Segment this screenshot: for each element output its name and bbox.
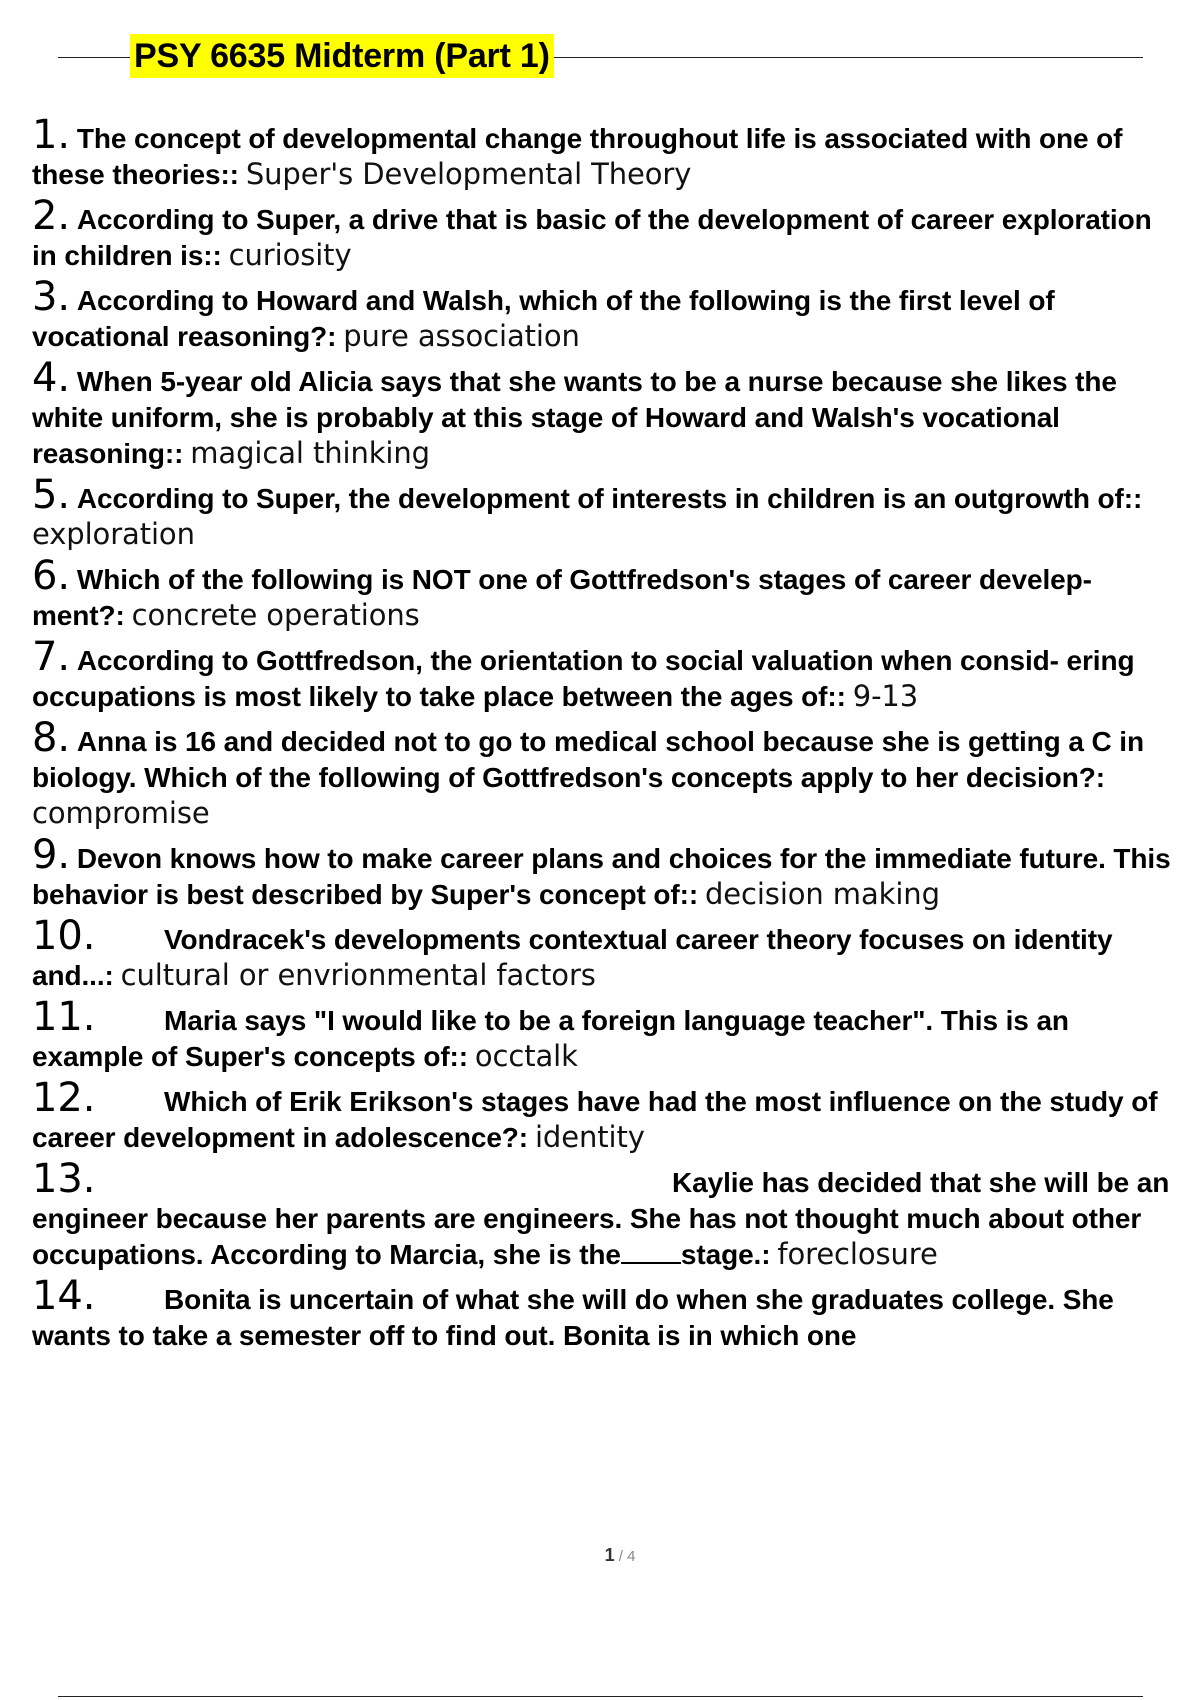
- question-item: [32, 1156, 1182, 1273]
- question-item: [32, 1075, 1182, 1156]
- question-item: [32, 553, 1182, 634]
- question-number: 7.: [32, 634, 70, 680]
- question-answer: concrete operations: [131, 598, 420, 632]
- question-text: According to Gottfredson, the orientation to social valuation when consid- ering occupations is most likely to take place between the ages of::: [32, 645, 1135, 712]
- question-item: [32, 355, 1182, 472]
- question-answer: identity: [534, 1120, 645, 1154]
- question-item: [32, 634, 1182, 715]
- question-number: 12.: [32, 1075, 96, 1121]
- page-current: 1: [604, 1545, 615, 1565]
- question-text: Devon knows how to make career plans and choices for the immediate future. This behavior is best described by Super's concept of::: [32, 843, 1171, 910]
- question-text: Anna is 16 and decided not to go to medical school because she is getting a C in biology. Which of the following of Gottfredson's concepts apply to her decision?:: [32, 726, 1144, 793]
- page-separator: /: [614, 1548, 628, 1565]
- question-answer: exploration: [32, 517, 195, 551]
- question-text: When 5-year old Alicia says that she wants to be a nurse because she likes the white uniform, she is probably at this stage of Howard and Walsh's vocational reasoning::: [32, 366, 1117, 469]
- question-number: 5.: [32, 472, 70, 518]
- question-item: [32, 193, 1182, 274]
- question-text: The concept of developmental change throughout life is associated with one of these theories::: [32, 123, 1123, 190]
- question-number: 14.: [32, 1273, 96, 1319]
- question-text-continued: stage.:: [680, 1239, 771, 1270]
- question-item: [32, 112, 1182, 193]
- question-text: Kaylie has decided that she will be an engineer because her parents are engineers. She has not thought much about other occupations. According to Marcia, she is the: [32, 1167, 1170, 1270]
- question-number: 1.: [32, 112, 70, 158]
- question-text: According to Super, the development of interests in children is an outgrowth of::: [76, 483, 1143, 514]
- question-answer: decision making: [704, 877, 940, 911]
- question-text: Bonita is uncertain of what she will do when she graduates college. She wants to take a semester off to find out. Bonita is in which one: [32, 1284, 1114, 1351]
- question-item: [32, 274, 1182, 355]
- question-answer: pure association: [343, 319, 580, 353]
- question-answer: curiosity: [228, 238, 352, 272]
- question-answer: foreclosure: [777, 1237, 938, 1271]
- footer-rule: [58, 1696, 1143, 1697]
- question-answer: compromise: [32, 796, 210, 830]
- question-number: 13.: [32, 1156, 96, 1202]
- question-number: 10.: [32, 913, 96, 959]
- page-number: [0, 1545, 1200, 1566]
- question-number: 2.: [32, 193, 70, 239]
- question-number: 3.: [32, 274, 70, 320]
- page-total: 4: [627, 1548, 636, 1565]
- question-item: [32, 913, 1182, 994]
- document-title: PSY 6635 Midterm (Part 1): [130, 34, 554, 78]
- question-number: 6.: [32, 553, 70, 599]
- question-number: 8.: [32, 715, 70, 761]
- question-list: [32, 112, 1182, 1360]
- question-text: Vondracek's developments contextual career theory focuses on identity and...:: [32, 924, 1113, 991]
- question-text: Which of the following is NOT one of Gottfredson's stages of career develep- ment?:: [32, 564, 1092, 631]
- question-item: [32, 994, 1182, 1075]
- question-text: Maria says "I would like to be a foreign language teacher". This is an example of Super's concepts of::: [32, 1005, 1069, 1072]
- question-item: [32, 832, 1182, 913]
- question-answer: cultural or envrionmental factors: [120, 958, 596, 992]
- question-item: [32, 472, 1182, 553]
- question-text: Which of Erik Erikson's stages have had the most influence on the study of career development in adolescence?:: [32, 1086, 1158, 1153]
- answer-blank-line: [621, 1242, 681, 1264]
- question-answer: magical thinking: [190, 436, 430, 470]
- question-answer: 9-13: [852, 679, 919, 713]
- question-item: [32, 715, 1182, 832]
- question-text: According to Howard and Walsh, which of the following is the first level of vocational reasoning?:: [32, 285, 1055, 352]
- question-item: [32, 1273, 1182, 1354]
- document-header: [58, 30, 1143, 86]
- question-number: 11.: [32, 994, 96, 1040]
- question-number: 4.: [32, 355, 70, 401]
- question-number: 9.: [32, 832, 70, 878]
- question-text: According to Super, a drive that is basic of the development of career exploration in children is::: [32, 204, 1152, 271]
- question-answer: occtalk: [474, 1039, 578, 1073]
- question-answer: Super's Developmental Theory: [245, 157, 692, 191]
